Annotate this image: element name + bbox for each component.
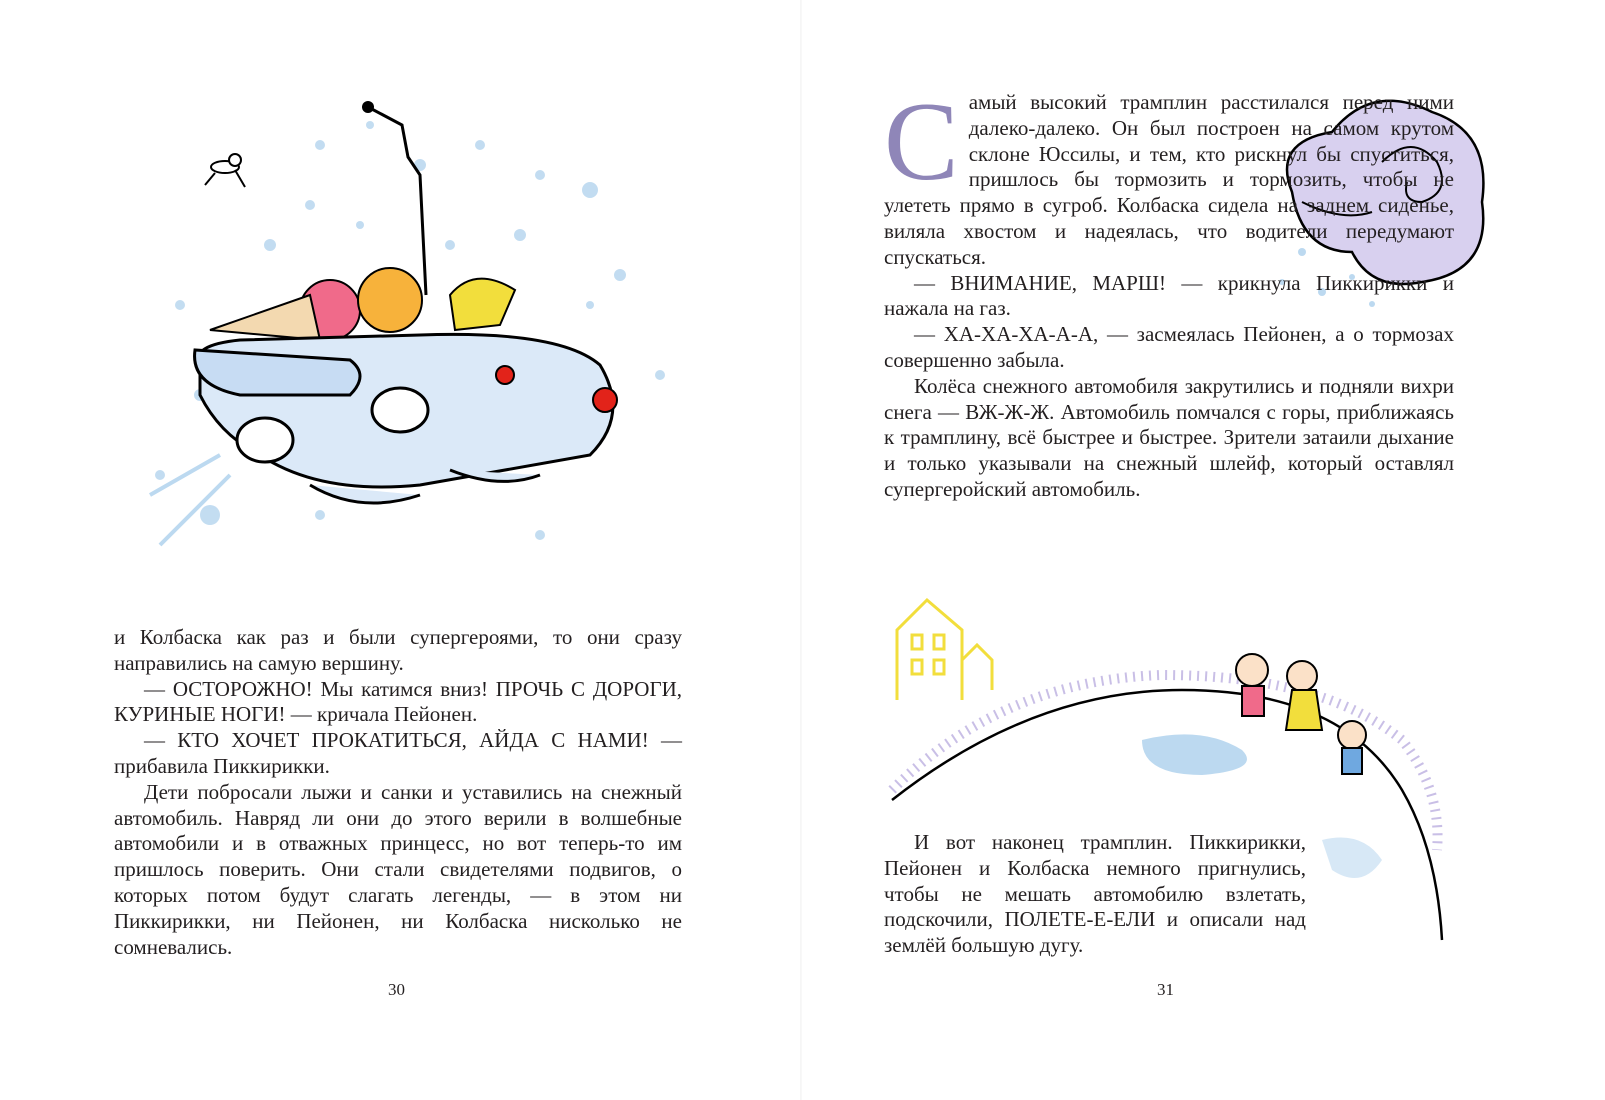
- paragraph: Дети побросали лыжи и санки и уставились на снежный автомобиль. Навряд ли они до этого верили в волшебные автомобили и в отважных принцесс, но вот теперь-то им пришлось поверить. Они стали свидетелями подвигов, о которых потом будут слагать легенды, — в этом ни Пиккирикки, ни Пейонен, ни Колбаска нисколько не сомневались.: [114, 779, 682, 959]
- paragraph: — КТО ХОЧЕТ ПРОКАТИТЬСЯ, АЙДА С НАМИ! — прибавила Пиккирикки.: [114, 728, 682, 778]
- paragraph-body: амый высокий трамплин расстилался перед ними далеко-далеко. Он был построен на самом крутом склоне Юссилы, и тем, кто рискнул бы спуститься, пришлось бы тормозить и тормозить, чтобы не улететь прямо в сугроб. Колбаска сидела на заднем сиденье, виляла хвостом и надеялась, что водители передумают спускаться.: [884, 90, 1454, 269]
- paragraph: — ХА-ХА-ХА-А-А, — засмеялась Пейонен, а о тормозах совершенно забыла.: [884, 322, 1454, 372]
- right-page-text-bottom: [884, 830, 1306, 959]
- paragraph: и Колбаска как раз и были супергероями, то они сразу направились на самую вершину.: [114, 625, 682, 675]
- page-number: 31: [1157, 980, 1174, 999]
- paragraph: И вот наконец трамплин. Пиккирикки, Пейонен и Колбаска немного пригнулись, чтобы не мешать автомобилю взлетать, подскочили, ПОЛЕТЕ-Е-ЕЛИ и описали над землёй большую дугу.: [884, 830, 1306, 958]
- paragraph: — ОСТОРОЖНО! Мы катимся вниз! ПРОЧЬ С ДОРОГИ, КУРИНЫЕ НОГИ! — кричала Пейонен.: [114, 676, 682, 727]
- drop-cap: С: [884, 80, 959, 204]
- right-page-text-top: [884, 80, 1454, 503]
- left-page: [0, 0, 800, 1100]
- paragraph: — ВНИМАНИЕ, МАРШ! — крикнула Пиккирикки и нажала на газ.: [884, 270, 1454, 321]
- right-page: [802, 0, 1602, 1100]
- page-number: 30: [388, 980, 405, 999]
- first-paragraph: [884, 80, 1454, 271]
- left-page-text: [114, 625, 682, 960]
- snow-car-illustration: [120, 95, 690, 585]
- paragraph: Колёса снежного автомобиля закрутились и подняли вихри снега — ВЖ-Ж-Ж. Автомобиль помчался с горы, приближаясь к трамплину, всё быстрее и быстрее. Зрители затаили дыхание и только указывали на снежный шлейф, который оставлял супергеройский автомобиль.: [884, 373, 1454, 501]
